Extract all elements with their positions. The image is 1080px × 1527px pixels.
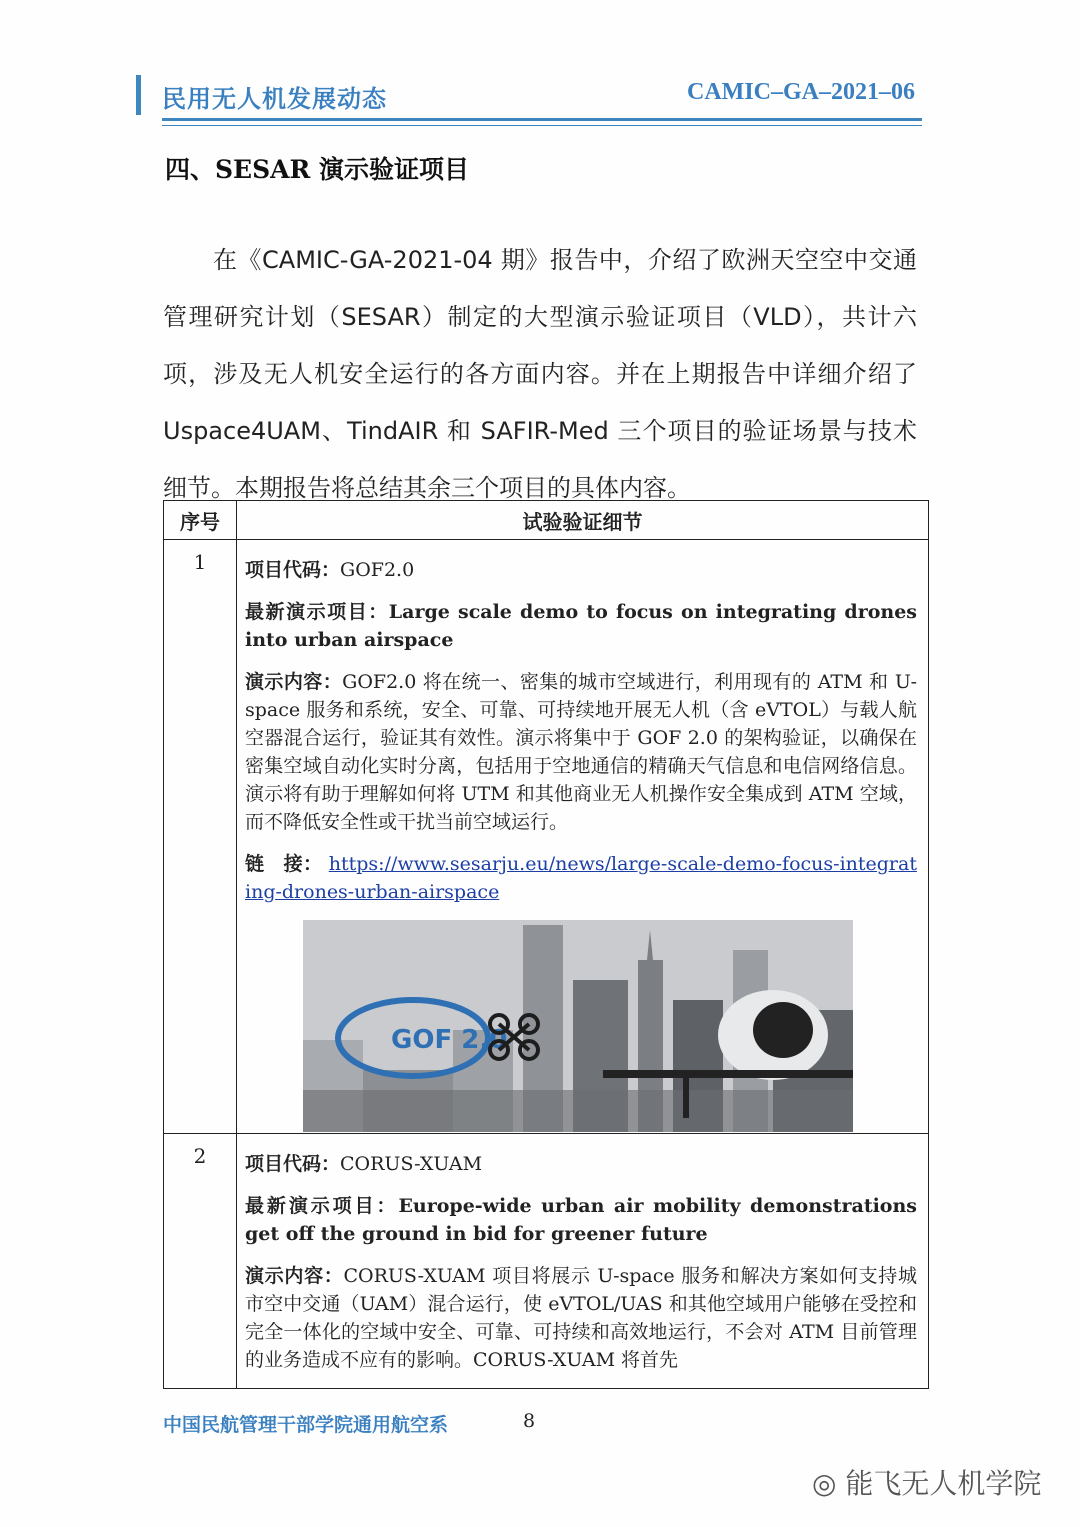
code-label: 项目代码： [245, 1153, 341, 1175]
header-rule [162, 118, 922, 121]
project-code [245, 556, 917, 584]
header-title: 民用无人机发展动态 [162, 84, 387, 113]
row-number: 2 [164, 1134, 237, 1389]
gof2-promo-image [303, 920, 853, 1132]
table-row [164, 1134, 929, 1389]
header-details: 试验验证细节 [237, 501, 929, 540]
footer-organization: 中国民航管理干部学院通用航空系 [163, 1414, 449, 1436]
header-issue-code: CAMIC–GA–2021–06 [687, 79, 915, 105]
demo-value: Large scale demo to focus on integrating drones into urban airspace [245, 601, 917, 651]
gof-logo-text: GOF 2.0 [391, 1025, 508, 1055]
page-number: 8 [523, 1410, 536, 1432]
code-value: CORUS-XUAM [340, 1153, 483, 1175]
table-row [164, 540, 929, 1134]
watermark-text: 能飞无人机学院 [845, 1467, 1042, 1500]
code-label: 项目代码： [245, 559, 341, 581]
project-link [245, 850, 917, 906]
demo-content [245, 1262, 917, 1374]
intro-paragraph: 在《CAMIC-GA-2021-04 期》报告中，介绍了欧洲天空空中交通管理研究计划（SESAR）制定的大型演示验证项目（VLD），共计六项，涉及无人机安全运行的各方面内容。并在上期报告中详细介绍了Uspace4UAM、TindAIR 和 SAFIR-Med 三个项目的验证场景与技术细节。本期报告将总结其余三个项目的具体内容。 [163, 246, 917, 502]
latest-demo [245, 598, 917, 654]
row-number: 1 [164, 540, 237, 1134]
header-accent-bar [136, 75, 141, 115]
link-label: 链 接： [245, 853, 323, 875]
header-seq: 序号 [164, 501, 237, 540]
row-details [237, 1134, 929, 1389]
project-url-link[interactable]: https://www.sesarju.eu/news/large-scale-demo-focus-integrating-drones-urban-airspace [245, 853, 917, 903]
demo-label: 最新演示项目： [245, 1195, 399, 1217]
demo-label: 最新演示项目： [245, 601, 389, 623]
code-value: GOF2.0 [340, 559, 415, 581]
demo-content [245, 668, 917, 836]
content-value: GOF2.0 将在统一、密集的城市空域进行，利用现有的 ATM 和 U-space 服务和系统，安全、可靠、可持续地开展无人机（含 eVTOL）与载人航空器混合运行，验证其有效性。演示将集中于 GOF 2.0 的架构验证，以确保在密集空域自动化实时分离，包括用于空地通信的精确天气信息和电信网络信息。演示将有助于理解如何将 UTM 和其他商业无人机操作安全集成到 ATM 空域，而不降低安全性或干扰当前空域运行。 [245, 671, 917, 833]
wechat-icon: ◎ [812, 1467, 837, 1500]
demo-value: Europe-wide urban air mobility demonstrations get off the ground in bid for greener future [245, 1195, 917, 1245]
row-details [237, 540, 929, 1134]
section-title: 四、SESAR 演示验证项目 [165, 155, 470, 184]
city-drone-illustration [303, 920, 853, 1132]
content-label: 演示内容： [245, 671, 343, 693]
project-table [163, 500, 929, 1389]
project-code [245, 1150, 917, 1178]
wechat-watermark [812, 1462, 1041, 1502]
latest-demo [245, 1192, 917, 1248]
table-header-row [164, 501, 929, 540]
content-value: CORUS-XUAM 项目将展示 U-space 服务和解决方案如何支持城市空中交通（UAM）混合运行，使 eVTOL/UAS 和其他空域用户能够在受控和完全一体化的空域中安全、可靠、可持续和高效地运行，不会对 ATM 目前管理的业务造成不应有的影响。CORUS-XUAM 将首先 [245, 1265, 918, 1371]
content-label: 演示内容： [245, 1265, 344, 1287]
header-rule-thin [162, 125, 922, 126]
